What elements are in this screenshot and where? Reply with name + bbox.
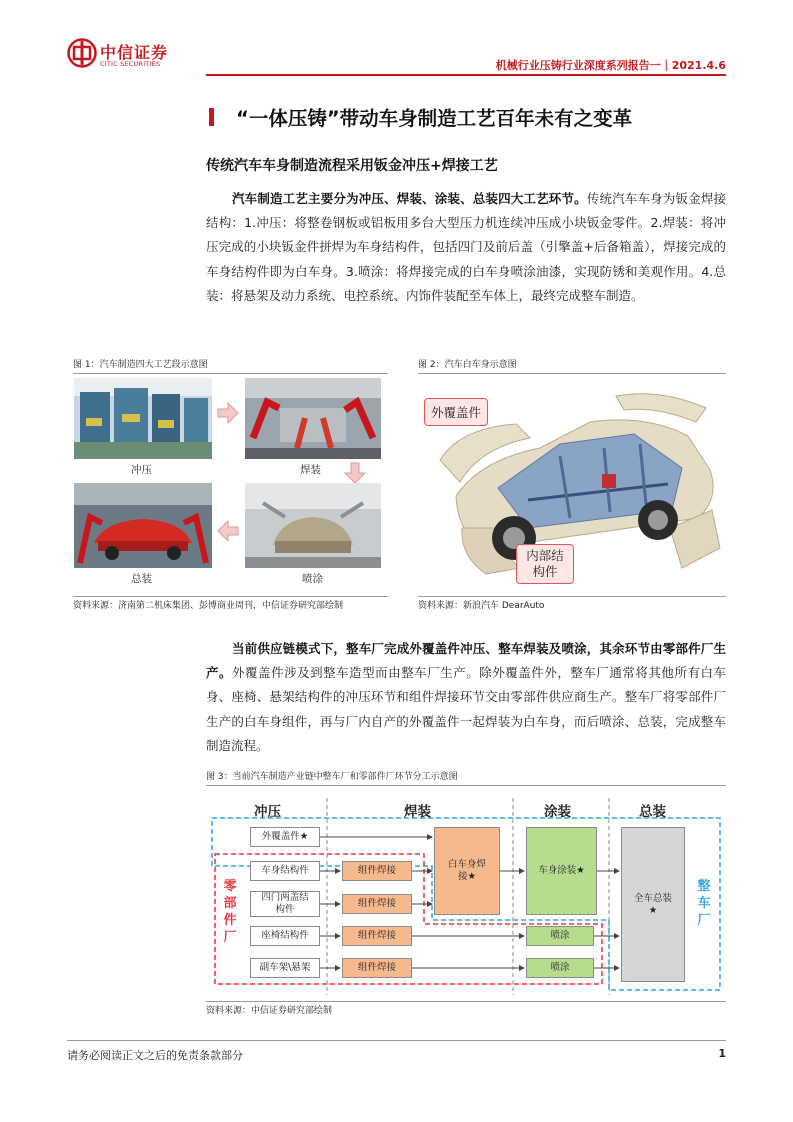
arrow-down-icon: [344, 462, 366, 484]
paragraph-2-body: 外覆盖件涉及到整车造型而由整车厂生产。除外覆盖件外，整车厂通常将其他所有白车身、座椅、悬架结构件的冲压环节和组件焊接环节交由零部件供应商生产。整车厂将零部件厂生产的白车身组件，再与厂内自产的外覆盖件一起焊装为白车身，而后喷涂、总装，完成整车制造流程。: [206, 665, 726, 753]
label-oem: 整车厂: [697, 879, 711, 928]
figure-3-source: 资料来源：中信证券研究部绘制: [206, 1001, 726, 1018]
figure-1-source: 资料来源：济南第二机床集团、彭博商业周刊，中信证券研究部绘制: [73, 596, 388, 613]
box-painting-1: 喷涂: [526, 926, 594, 946]
box-door-structure: 四门两盖结构件: [250, 891, 320, 917]
paragraph-1-body: 传统汽车车身为钣金焊接结构：1.冲压：将整卷钢板或铝板用多台大型压力机连续冲压成小块钣金零件。2.焊装：将冲压完成的小块钣金件拼焊为车身结构件，包括四门及前后盖（引擎盖+后备箱盖），焊接完成的车身结构件即为白车身。3.喷涂：将焊接完成的白车身喷涂油漆，实现防锈和美观作用。4.总装：将悬架及动力系统、电控系统、内饰件装配至车体上，最终完成整车制造。: [206, 191, 726, 303]
paragraph-1: [206, 187, 726, 308]
label-painting: 喷涂: [302, 573, 323, 585]
box-component-weld-3: 组件焊接: [342, 926, 412, 946]
header-divider: [206, 74, 726, 76]
box-subframe: 副车架\悬架: [250, 958, 320, 978]
box-component-weld-1: 组件焊接: [342, 861, 412, 881]
arrow-right-icon: [217, 402, 239, 424]
box-final-assembly: 全车总装★: [621, 827, 685, 982]
box-body-in-white-weld: 白车身焊接★: [434, 827, 500, 915]
logo-chinese-name: 中信证券: [100, 43, 169, 62]
car-body-image: [420, 378, 726, 590]
label-assembly: 总装: [131, 573, 152, 585]
box-body-painting: 车身涂装★: [526, 827, 597, 915]
page-number: 1: [718, 1047, 726, 1060]
stage-welding: 焊装: [404, 804, 431, 820]
paragraph-2-lead: 当前供应链模式下，整车厂完成外覆盖件冲压、整车焊装及喷涂，其余环节由零部件厂生产。: [206, 641, 726, 681]
box-component-weld-4: 组件焊接: [342, 958, 412, 978]
footer-disclaimer: 请务必阅读正文之后的免责条款部分: [67, 1049, 243, 1062]
box-seat-structure: 座椅结构件: [250, 926, 320, 946]
footer-divider: [67, 1040, 726, 1041]
box-outer-panels: 外覆盖件★: [250, 827, 320, 847]
figure-2-source: 资料来源：新浪汽车 DearAuto: [418, 596, 726, 613]
figure-1-caption: 图 1：汽车制造四大工艺段示意图: [73, 357, 388, 374]
box-component-weld-2: 组件焊接: [342, 894, 412, 914]
photo-stamping: [74, 378, 212, 459]
logo-english-name: CITIC SECURITIES: [100, 60, 161, 68]
photo-painting: [245, 483, 381, 568]
box-body-structure: 车身结构件: [250, 861, 320, 881]
stage-painting: 涂装: [544, 804, 571, 820]
section-title: “一体压铸”带动车身制造工艺百年未有之变革: [236, 107, 633, 130]
label-stamping: 冲压: [131, 464, 152, 476]
paragraph-1-lead: 汽车制造工艺主要分为冲压、焊装、涂装、总装四大工艺环节。: [232, 191, 587, 206]
paragraph-2: [206, 637, 726, 758]
photo-assembly: [74, 483, 212, 568]
stage-stamping: 冲压: [254, 804, 281, 820]
citic-logo: [67, 36, 177, 74]
label-supplier: 零部件厂: [223, 879, 237, 945]
photo-welding: [245, 378, 381, 459]
label-inner-structure: 内部结构件: [516, 544, 574, 584]
box-painting-2: 喷涂: [526, 958, 594, 978]
title-marker: [209, 108, 214, 126]
figure-3-caption: 图 3：当前汽车制造产业链中整车厂和零部件厂环节分工示意图: [206, 769, 726, 786]
arrow-left-icon: [217, 520, 239, 542]
figure-2-caption: 图 2：汽车白车身示意图: [418, 357, 726, 374]
citic-logo-icon: [67, 38, 97, 68]
stage-assembly: 总装: [639, 804, 666, 820]
supply-chain-flow-diagram: [206, 790, 726, 998]
report-header: 机械行业压铸行业深度系列报告一｜2021.4.6: [495, 59, 726, 72]
label-outer-panels: 外覆盖件: [424, 398, 488, 426]
label-welding: 焊装: [300, 464, 321, 476]
subheading: 传统汽车车身制造流程采用钣金冲压+焊接工艺: [206, 158, 498, 174]
